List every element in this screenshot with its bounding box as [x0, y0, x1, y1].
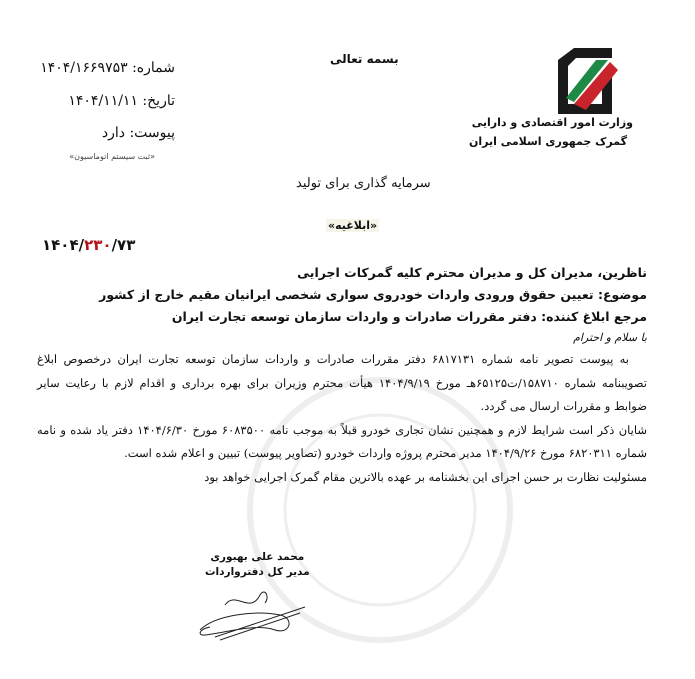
date-value: ۱۴۰۴/۱۱/۱۱ [68, 93, 138, 109]
greeting: با سلام و احترام [573, 331, 647, 344]
ministry-name: وزارت امور اقتصادی و دارایی [471, 116, 633, 129]
body-paragraph-3: مسئولیت نظارت بر حسن اجرای این بخشنامه بر عهده بالاترین مقام گمرک اجرایی خواهد بود [204, 469, 647, 484]
customs-logo-icon [552, 48, 618, 114]
circular-number: ۱۴۰۴/۲۳۰/۷۳ [42, 236, 136, 254]
number-value: ۱۴۰۴/۱۶۶۹۷۵۳ [40, 60, 128, 76]
signatory-name: محمد علی بهبوری [210, 551, 305, 563]
attachment-value: دارد [101, 125, 125, 141]
attachment-label: پیوست: [129, 125, 175, 141]
body-paragraph-1: به پیوست تصویر نامه شماره ۶۸۱۷۱۳۱ دفتر مقررات صادرات و واردات سازمان توسعه تجارت ایران درخصوص ابلاغ تصویبنامه شماره ۱۵۸۷۱۰/ت۶۵۱۲۵هـ مورخ ۱۴۰۴/۹/۱۹ هیأت محترم وزیران برای بهره برداری و اقدام لازم با رعایت سایر ضوابط و مقررات ارسال می گردد. [37, 352, 647, 413]
number-label: شماره: [132, 60, 175, 76]
reference: مرجع ابلاغ کننده: دفتر مقررات صادرات و واردات سازمان توسعه تجارت ایران [171, 309, 647, 324]
letter-number [40, 60, 175, 76]
body-paragraph-2: شایان ذکر است شرایط لازم و همچنین نشان تجاری خودرو قبلاً به موجب نامه ۶۰۸۳۵۰۰ مورخ ۱۴۰۴/۶/۳۰ دفتر یاد شده و نامه شماره ۶۸۲۰۳۱۱ مورخ ۱۴۰۴/۹/۲۶ مدیر محترم پروژه واردات خودرو (تصاویر پیوست) تبیین و اعلام شده است. [37, 422, 648, 460]
letter-body [37, 348, 647, 489]
attachment [102, 125, 175, 141]
signatory-title: مدیر کل دفترواردات [205, 566, 310, 578]
signatory [205, 550, 310, 580]
automation-note: «ثبت سیستم اتوماسیون» [69, 152, 155, 161]
circular-number-highlight: ۲۳۰ [84, 236, 112, 254]
document-title: «ابلاغیه» [328, 219, 378, 232]
subject: موضوع: تعیین حقوق ورودی واردات خودروی سواری شخصی ایرانیان مقیم خارج از کشور [99, 287, 647, 302]
year-slogan: سرمایه گذاری برای تولید [296, 176, 431, 191]
letter-date [68, 93, 175, 109]
recipients: ناظرین، مدیران کل و مدیران محترم کلیه گمرکات اجرایی [297, 265, 647, 280]
date-label: تاریخ: [142, 93, 175, 109]
handwritten-signature-icon [195, 585, 315, 645]
basmala: بسمه تعالی [330, 52, 399, 66]
addressing-block [47, 262, 647, 348]
organization-name: گمرک جمهوری اسلامی ایران [468, 135, 627, 148]
